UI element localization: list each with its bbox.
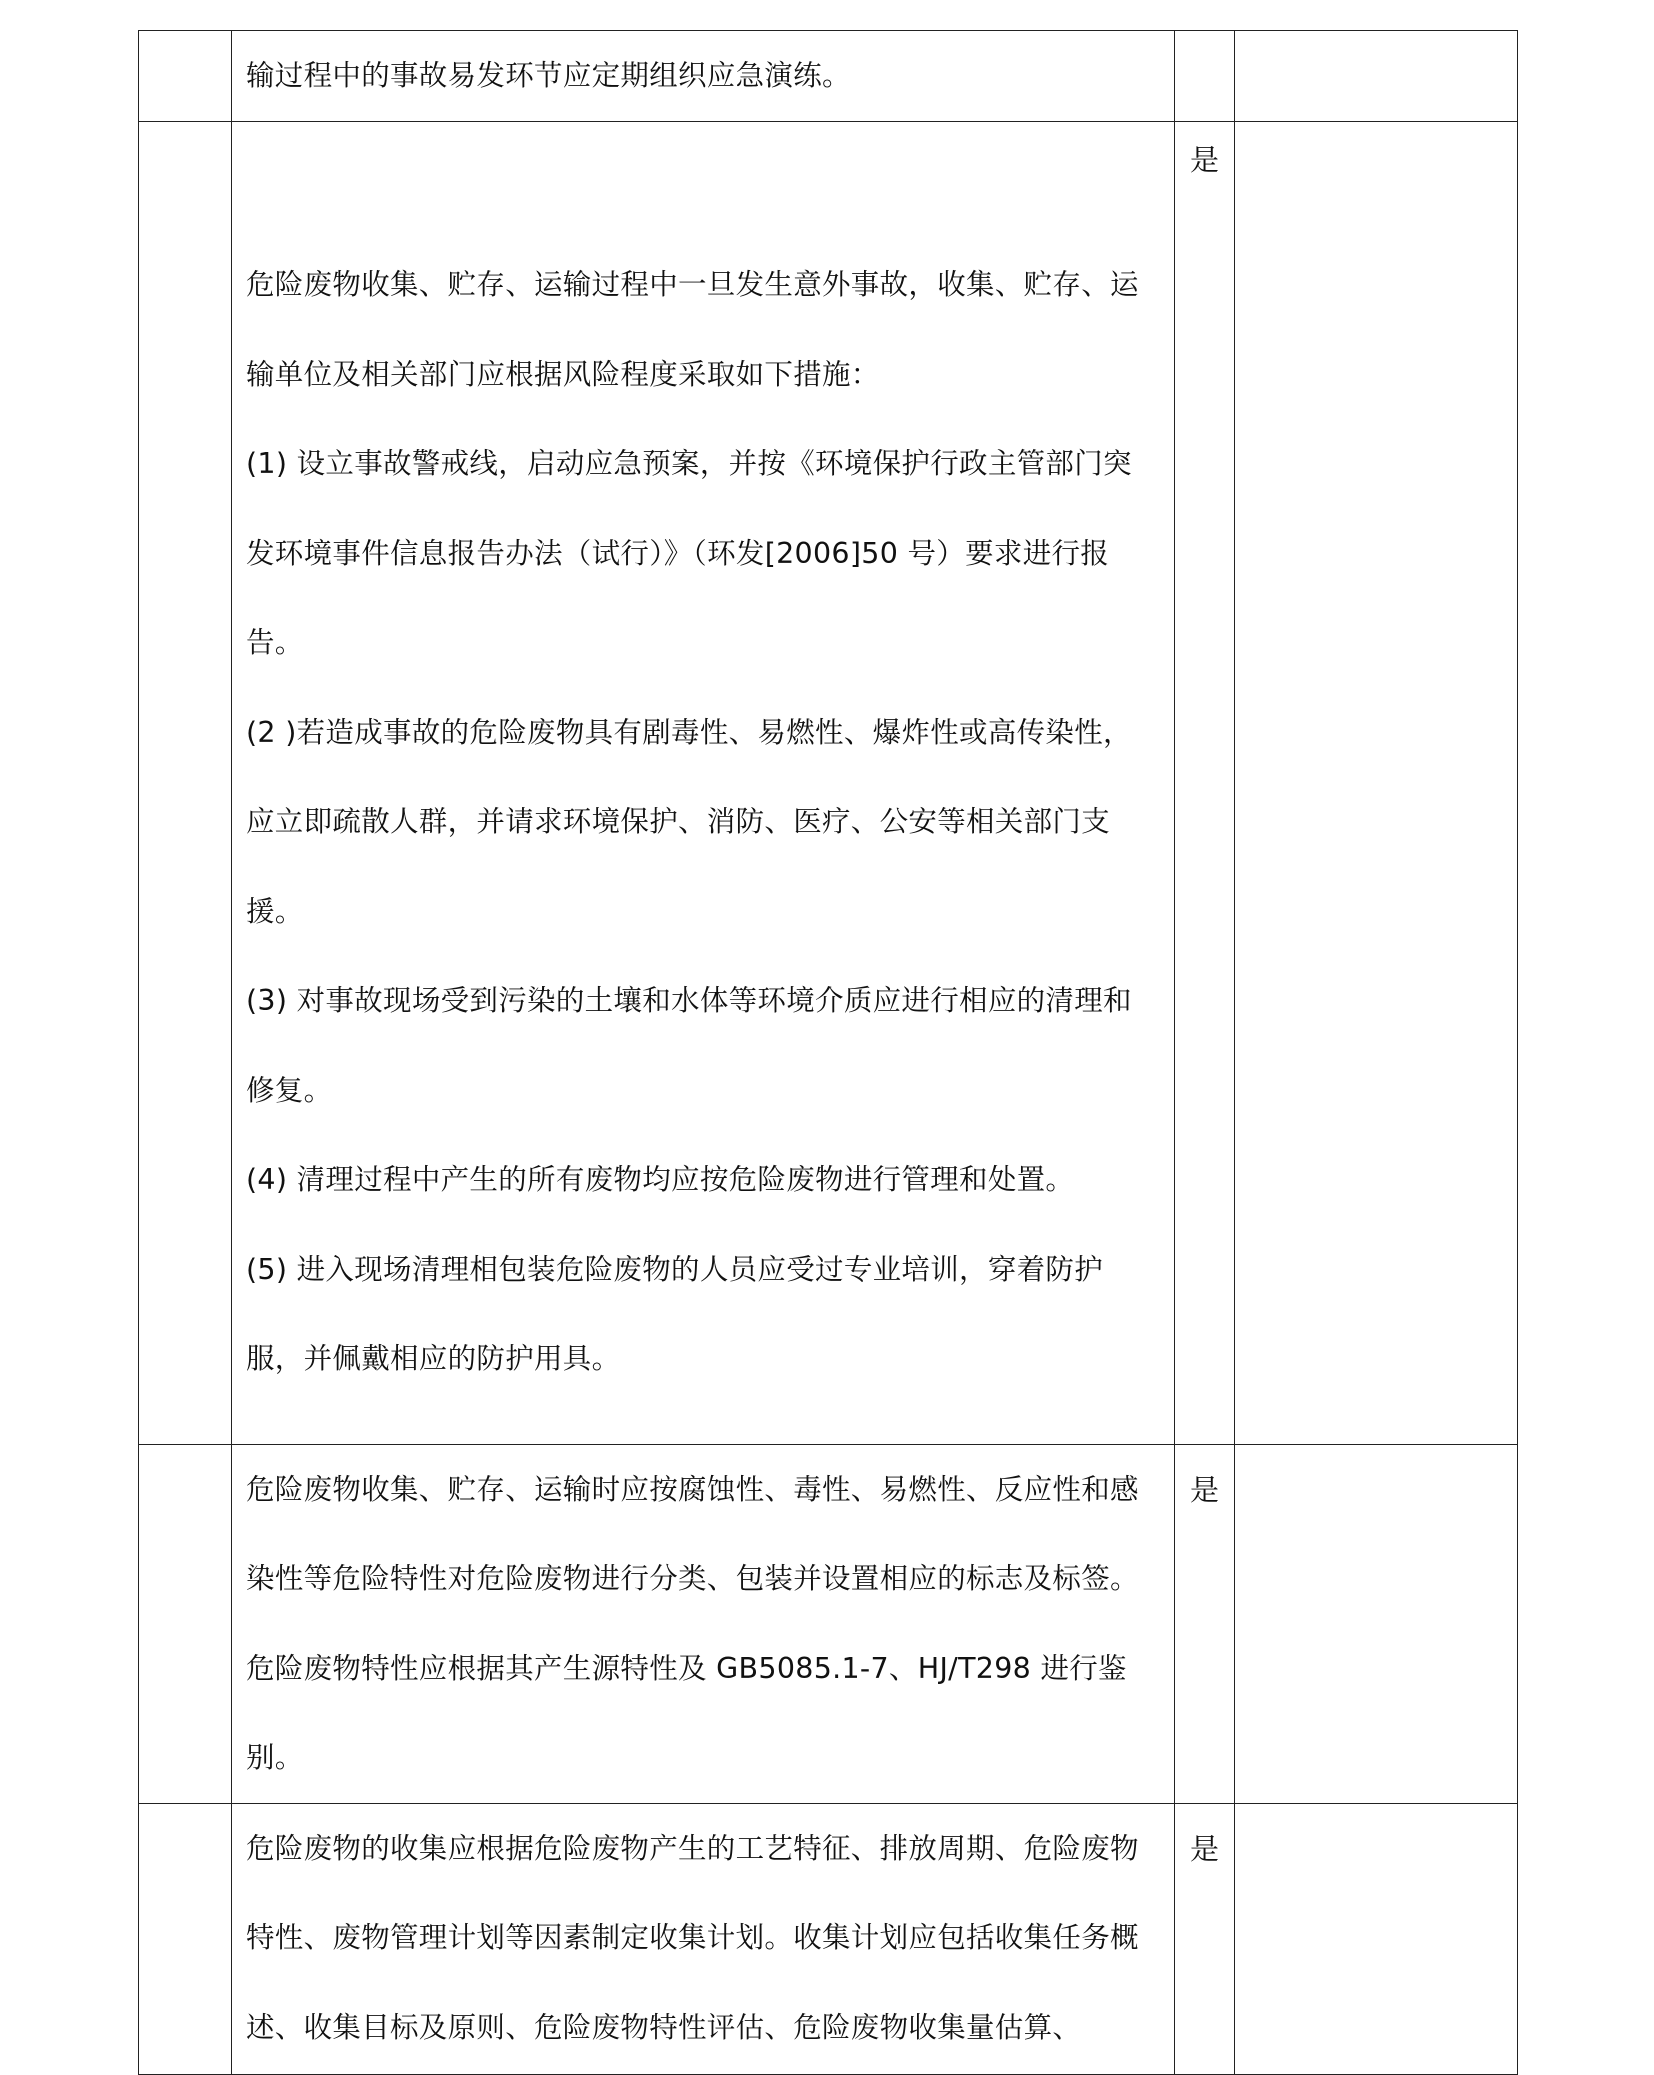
compliance-mark: 是 [1189,1831,1219,1866]
category-cell [139,122,232,1445]
compliance-mark: 是 [1189,143,1219,177]
requirement-cell [232,31,1175,122]
requirement-text: 危险废物收集、贮存、运输时应按腐蚀性、毒性、易燃性、反应性和感染性等危险特性对危险废物进行分类、包装并设置相应的标志及标签。危险废物特性应根据其产生源特性及 GB5085.1-7、HJ/T298 进行鉴别。 [246,1472,1139,1774]
compliance-cell [1175,1803,1235,2074]
measure-item-5: (5) 进入现场清理相包装危险废物的人员应受过专业培训，穿着防护服，并佩戴相应的防护用具。 [246,1252,1104,1375]
requirement-text: 危险废物的收集应根据危险废物产生的工艺特征、排放周期、危险废物特性、废物管理计划等因素制定收集计划。收集计划应包括收集任务概述、收集目标及原则、危险废物特性评估、危险废物收集量估算、 [246,1831,1139,2044]
requirement-text: 输过程中的事故易发环节应定期组织应急演练。 [246,59,851,92]
remark-cell [1235,1803,1518,2074]
compliance-cell [1175,122,1235,1445]
compliance-cell [1175,1444,1235,1803]
table-row [139,122,1518,1445]
category-cell [139,1444,232,1803]
compliance-cell [1175,31,1235,122]
remark-cell [1235,1444,1518,1803]
category-cell [139,1803,232,2074]
measure-item-4: (4) 清理过程中产生的所有废物均应按危险废物进行管理和处置。 [246,1163,1075,1196]
compliance-mark: 是 [1189,1472,1219,1507]
requirement-cell [232,122,1175,1445]
measure-item-3: (3) 对事故现场受到污染的土壤和水体等环境介质应进行相应的清理和修复。 [246,984,1132,1107]
compliance-mark [1175,31,1234,49]
table-row [139,1444,1518,1803]
table-row [139,1803,1518,2074]
remark-cell [1235,122,1518,1445]
category-cell [139,31,232,122]
requirement-intro: 危险废物收集、贮存、运输过程中一旦发生意外事故，收集、贮存、运输单位及相关部门应根据风险程度采取如下措施： [246,268,1139,391]
remark-cell [1235,31,1518,122]
measure-item-2: (2 )若造成事故的危险废物具有剧毒性、易燃性、爆炸性或高传染性，应立即疏散人群，并请求环境保护、消防、医疗、公安等相关部门支援。 [246,715,1132,928]
requirement-cell [232,1444,1175,1803]
checklist-table [138,30,1518,2075]
requirement-cell [232,1803,1175,2074]
measure-item-1: (1) 设立事故警戒线，启动应急预案，并按《环境保护行政主管部门突发环境事件信息报告办法（试行）》（环发[2006]50 号）要求进行报告。 [246,447,1132,659]
table-row [139,31,1518,122]
